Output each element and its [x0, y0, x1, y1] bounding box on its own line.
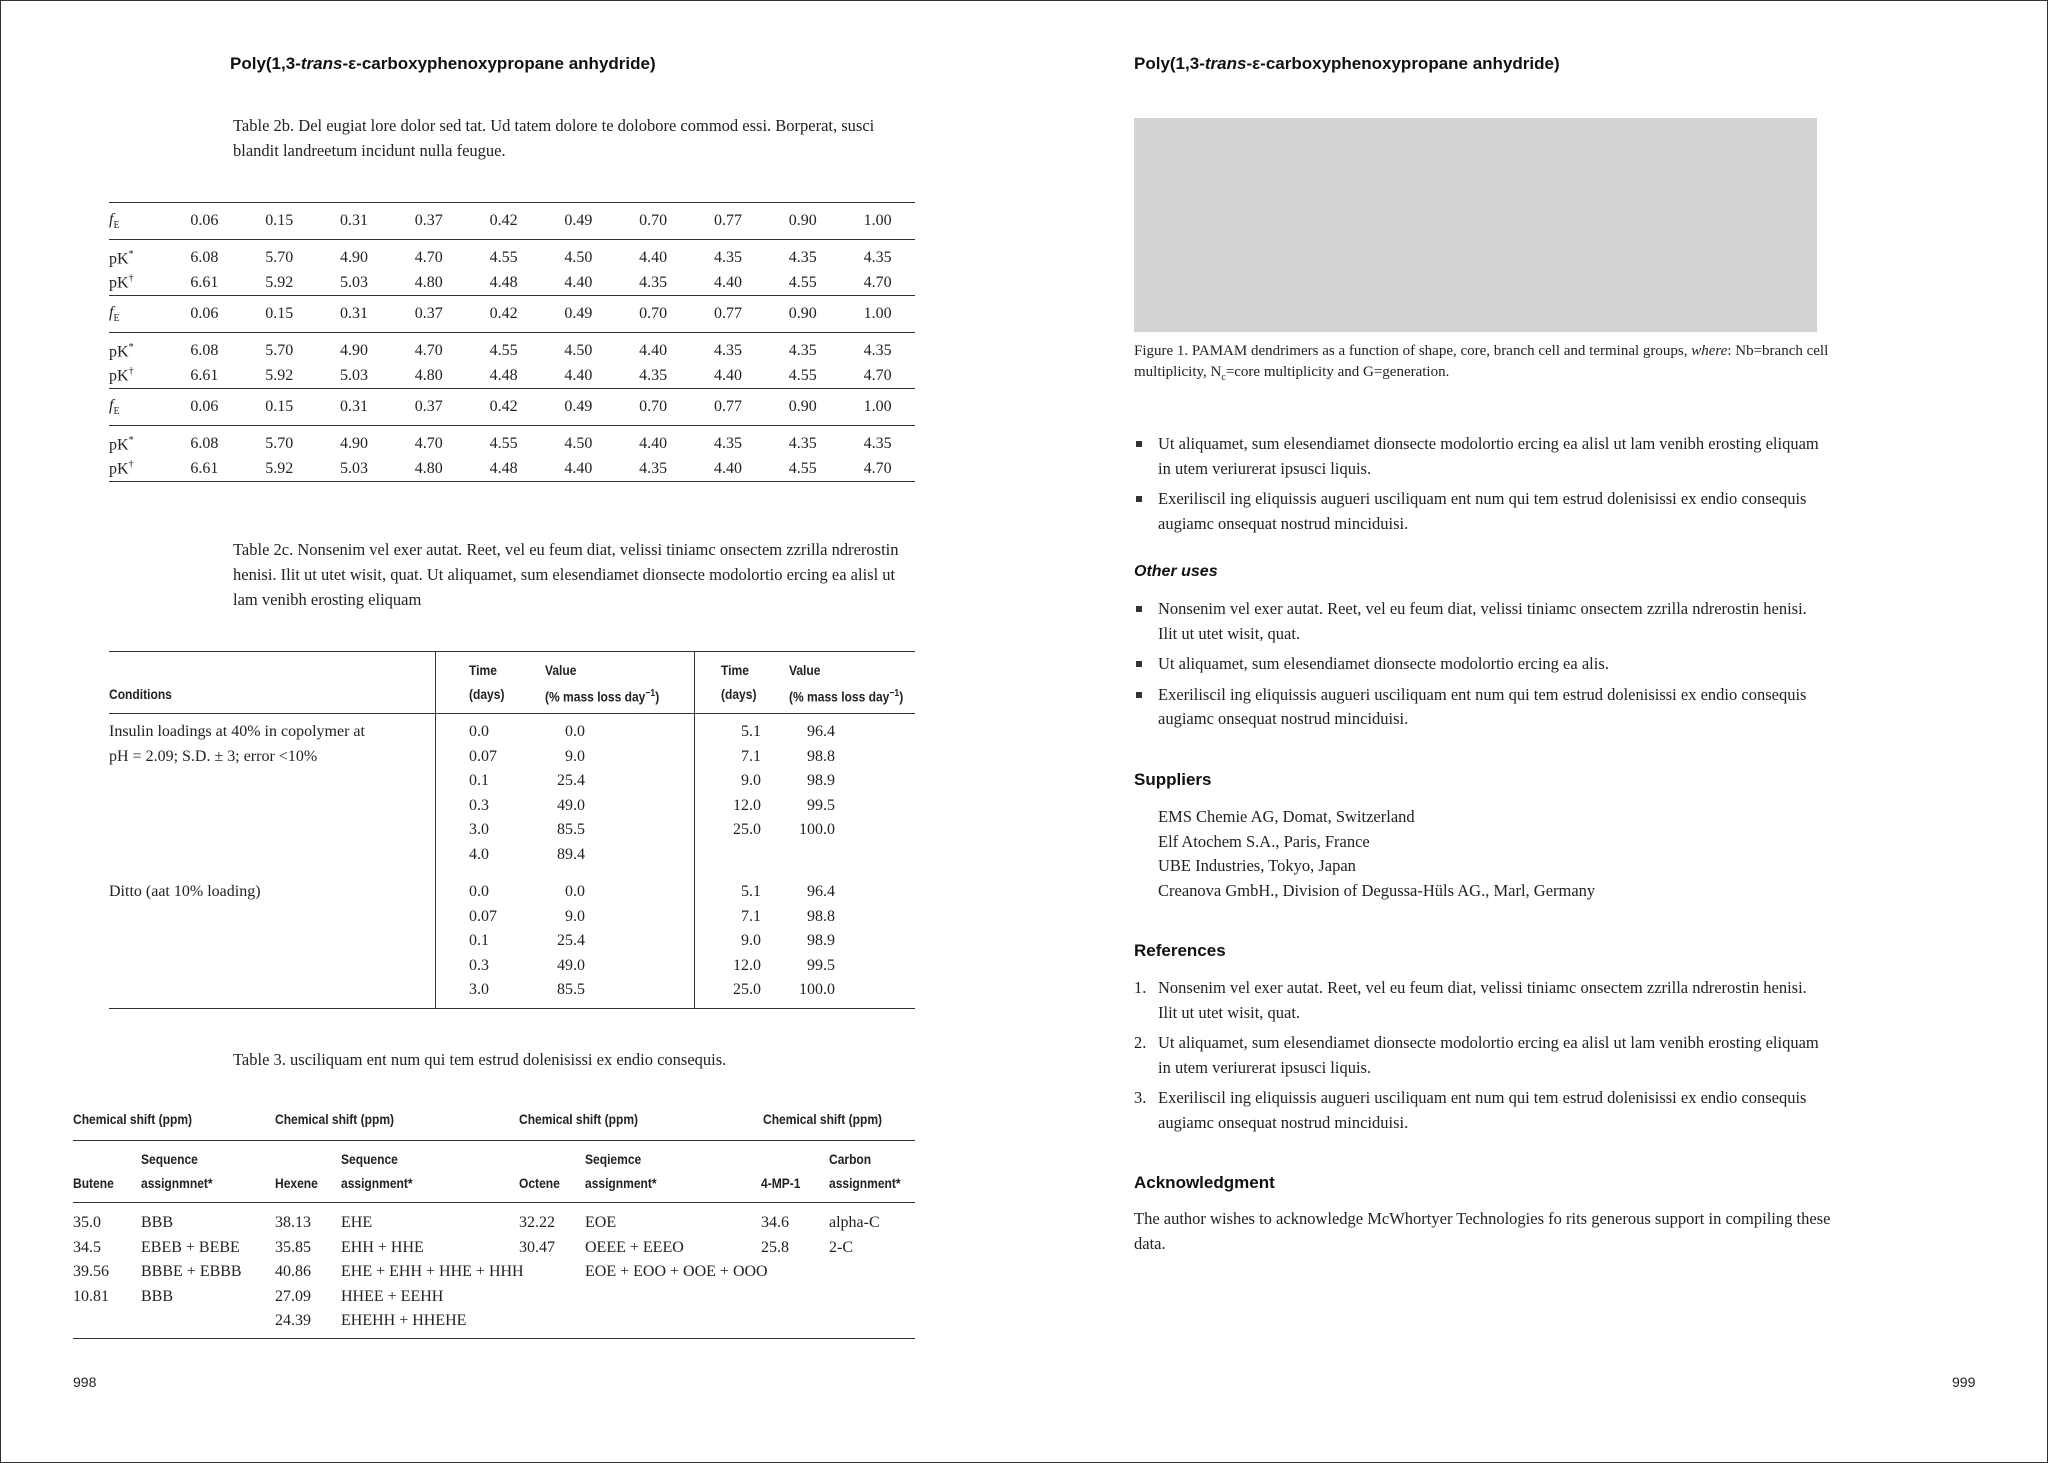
cell-value: 4.70: [840, 457, 915, 482]
table-cell: 35.0: [73, 1214, 101, 1231]
cell-value: 5.92: [265, 273, 294, 291]
cell-value: 0.42: [466, 203, 541, 240]
cell-value: 4.55: [489, 342, 518, 360]
row-label: $f_E$: [109, 389, 167, 426]
cell-value: 0.15: [242, 203, 317, 240]
supplier-item: UBE Industries, Tokyo, Japan: [1158, 856, 1356, 875]
table-cell: 38.13: [275, 1214, 311, 1231]
bullet-item: Nonsenim vel exer autat. Reet, vel eu feum diat, velissi tiniamc onsectem zzrilla ndrerostin henisi. Ilit ut utet wisit, quat.: [1134, 597, 1824, 646]
bullet-square-icon: [1136, 606, 1142, 612]
table-cell: 40.86: [275, 1263, 311, 1280]
t3-rule-1: [73, 1140, 915, 1141]
cell-value: 0.49: [541, 296, 616, 333]
table-cell: EBEB + BEBE: [141, 1238, 240, 1256]
bullet-item: Exeriliscil ing eliquissis augueri usciliquam ent num qui tem estrud dolenisissi ex endio consequis augiamc onsequat nostrud minciduisi.: [1134, 683, 1824, 732]
cell-value: 5.92: [265, 366, 294, 384]
table-cell: 89.4: [557, 845, 585, 863]
cell-value: 4.48: [466, 457, 541, 482]
cell-value: 4.55: [489, 249, 518, 267]
cell-value: 4.50: [564, 435, 593, 453]
cell-value: 0.90: [765, 203, 840, 240]
cell-value: 4.35: [863, 249, 892, 267]
pk-dagger-row: [109, 271, 915, 296]
header-time-a: Time: [469, 662, 497, 678]
supplier-item: Elf Atochem S.A., Paris, France: [1158, 831, 1370, 851]
row-label: pK*: [109, 248, 134, 267]
cell-value: 4.40: [564, 273, 593, 291]
table-cell: 0.3: [469, 796, 489, 814]
table-cell: EOE + EOO + OOE + OOO: [585, 1263, 768, 1280]
t3-h-carbon: Carbon assignment*: [829, 1151, 901, 1191]
reference-item: 3. Exeriliscil ing eliquissis augueri usciliquam ent num qui tem estrud dolenisissi ex endio consequis augiamc onsequat nostrud minciduisi.: [1134, 1088, 1807, 1132]
table-cell: 98.9: [807, 932, 835, 949]
cell-value: 0.37: [391, 389, 466, 426]
figure-1-placeholder: [1134, 118, 1817, 332]
acknowledgment-heading: Acknowledgment: [1134, 1173, 1275, 1192]
table-2b: [109, 202, 915, 482]
table-cell: EHE: [341, 1214, 373, 1231]
table-cell: 0.0: [469, 723, 489, 740]
header-unit-a: (% mass loss day$^{-1}$): [545, 688, 660, 705]
header-conditions: Conditions: [109, 686, 172, 702]
group1-time-a: [469, 720, 497, 867]
cell-value: 4.35: [616, 457, 691, 482]
cell-value: 0.49: [541, 203, 616, 240]
cell-value: 1.00: [840, 389, 915, 426]
table-cell: 9.0: [741, 772, 761, 789]
cell-value: 4.40: [639, 435, 668, 453]
cell-value: 0.06: [167, 389, 242, 426]
cell-value: 5.70: [265, 249, 294, 267]
table-cell: 39.56: [73, 1263, 109, 1280]
cell-value: 4.40: [713, 273, 742, 291]
cell-value: 0.77: [691, 296, 766, 333]
cell-value: 4.80: [414, 273, 443, 291]
row-label: pK†: [109, 366, 134, 385]
cell-value: 4.40: [639, 342, 668, 360]
cell-value: 0.06: [167, 203, 242, 240]
table-cell: EHE + EHH + HHE + HHH: [341, 1263, 524, 1280]
row-label: pK†: [109, 273, 134, 292]
table-cell: 34.5: [73, 1238, 101, 1256]
t3-col-hexene: [275, 1211, 311, 1334]
t3-rule-2: [73, 1202, 915, 1203]
cell-value: 0.15: [242, 296, 317, 333]
table-cell: OEEE + EEEO: [585, 1238, 684, 1256]
bullet-item: Exeriliscil ing eliquissis augueri usciliquam ent num qui tem estrud dolenisissi ex endio consequis augiamc onsequat nostrud minciduisi.: [1134, 487, 1824, 536]
cell-value: 0.90: [765, 296, 840, 333]
t3-h-seq1: Sequence assignmnet*: [141, 1151, 213, 1191]
table-cell: 99.5: [807, 956, 835, 974]
cell-value: 4.80: [414, 366, 443, 384]
header-time-b: Time: [721, 662, 749, 678]
table-cell: alpha-C: [829, 1214, 880, 1231]
group2-label: Ditto (aat 10% loading): [109, 883, 261, 900]
table-cell: BBB: [141, 1214, 174, 1231]
cell-value: 6.08: [190, 249, 219, 267]
table-cell: 98.9: [807, 772, 835, 789]
fe-row: [109, 296, 915, 333]
table-cell: 85.5: [557, 981, 585, 998]
cell-value: 5.03: [317, 457, 392, 482]
right-page: [1024, 1, 2047, 1462]
t3-h-butene: Butene: [73, 1175, 114, 1191]
table-cell: 12.0: [733, 796, 761, 814]
references-heading: References: [1134, 941, 1226, 960]
cell-value: 4.48: [489, 273, 518, 291]
table-cell: 2-C: [829, 1238, 853, 1256]
cell-value: 4.70: [863, 366, 892, 384]
cell-value: 0.31: [317, 389, 392, 426]
table-cell: 85.5: [557, 821, 585, 838]
t3-h-seq2: Sequence assignment*: [341, 1151, 413, 1191]
bullet-item: Ut aliquamet, sum elesendiamet dionsecte modolortio ercing ea alisl ut lam venibh erosting eliquam in utem veriurerat ipsusci liquis.: [1134, 432, 1824, 481]
table-2c: [109, 651, 915, 1009]
group2-time-a: [469, 880, 497, 1003]
table-cell: 12.0: [733, 956, 761, 974]
bullet-square-icon: [1136, 692, 1142, 698]
cell-value: 4.35: [713, 342, 742, 360]
left-page: [1, 1, 1024, 1462]
cell-value: 5.03: [339, 273, 368, 291]
pk-star-row: [109, 426, 915, 457]
suppliers-list: [1158, 805, 1595, 903]
cell-value: 5.70: [265, 342, 294, 360]
table-cell: 24.39: [275, 1312, 311, 1329]
cell-value: 0.70: [616, 296, 691, 333]
t3-col-seq1: [141, 1211, 242, 1309]
page-number-right: 999: [1952, 1374, 1976, 1390]
t3-group-header-butene: Chemical shift (ppm): [73, 1111, 193, 1127]
cell-value: 6.08: [190, 342, 219, 360]
cell-value: 4.35: [863, 342, 892, 360]
header-value-b: Value: [789, 662, 821, 678]
group1-value-b: [789, 720, 835, 843]
fe-row: [109, 203, 915, 240]
table-cell: 25.0: [733, 981, 761, 998]
other-uses-heading: Other uses: [1134, 563, 1218, 580]
table-cell: 5.1: [741, 723, 761, 740]
cell-value: 0.42: [466, 296, 541, 333]
group1-label-line2: pH = 2.09; S.D. ± 3; error <10%: [109, 747, 318, 765]
references-list: [1134, 976, 1824, 1141]
header-days-b: (days): [721, 686, 757, 702]
t3-rule-3: [73, 1338, 915, 1339]
cell-value: 4.90: [339, 435, 368, 453]
cell-value: 1.00: [840, 203, 915, 240]
table-3: [73, 1109, 915, 1339]
table-cell: 35.85: [275, 1238, 311, 1256]
cell-value: 4.35: [713, 435, 742, 453]
figure-1-caption: Figure 1. PAMAM dendrimers as a function of shape, core, branch cell and terminal groups, where: Nb=branch cell multiplicity, $N_c=core$ multiplicity and G=generation.: [1134, 343, 1829, 383]
cell-value: 4.50: [564, 249, 593, 267]
header-unit-b: (% mass loss day$^{-1}$): [789, 688, 904, 705]
t3-group-header-hexene: Chemical shift (ppm): [275, 1111, 395, 1127]
table2c-divider-1: [435, 652, 436, 1008]
cell-value: 0.31: [317, 203, 392, 240]
cell-value: 4.70: [414, 435, 443, 453]
suppliers-heading: Suppliers: [1134, 770, 1212, 789]
fe-row: [109, 389, 915, 426]
pk-dagger-row: [109, 364, 915, 389]
table-cell: 0.3: [469, 956, 489, 974]
cell-value: 0.49: [541, 389, 616, 426]
t3-h-4mp1: 4-MP-1: [761, 1175, 801, 1191]
table-cell: 99.5: [807, 796, 835, 814]
cell-value: 4.35: [863, 435, 892, 453]
table-cell: 9.0: [565, 747, 585, 765]
header-days-a: (days): [469, 686, 505, 702]
table-cell: 27.09: [275, 1287, 311, 1305]
cell-value: 4.35: [788, 435, 817, 453]
page-number-left: 998: [73, 1374, 97, 1390]
cell-value: 0.37: [391, 296, 466, 333]
t3-h-hexene: Hexene: [275, 1175, 318, 1191]
bullet-list-2: [1134, 597, 1824, 738]
cell-value: 6.08: [190, 435, 219, 453]
cell-value: 5.92: [242, 457, 317, 482]
row-label: pK†: [109, 457, 167, 482]
cell-value: 4.35: [639, 273, 668, 291]
cell-value: 6.61: [167, 457, 242, 482]
cell-value: 0.06: [167, 296, 242, 333]
table-cell: 96.4: [807, 723, 835, 740]
table3-caption: Table 3. usciliquam ent num qui tem estrud dolenisissi ex endio consequis.: [233, 1050, 727, 1069]
reference-item: 1. Nonsenim vel exer autat. Reet, vel eu feum diat, velissi tiniamc onsectem zzrilla ndrerostin henisi. Ilit ut utet wisit, quat.: [1134, 978, 1807, 1022]
table-cell: 7.1: [741, 747, 761, 765]
table-cell: 3.0: [469, 821, 489, 838]
bullet-square-icon: [1136, 661, 1142, 667]
cell-value: 0.77: [691, 389, 766, 426]
t3-h-octene: Octene: [519, 1175, 560, 1191]
cell-value: 5.03: [339, 366, 368, 384]
t3-col-4mp1: [761, 1211, 789, 1260]
supplier-item: Creanova GmbH., Division of Degussa-Hüls AG., Marl, Germany: [1158, 880, 1596, 900]
table-cell: 100.0: [799, 981, 835, 998]
cell-value: 4.55: [765, 457, 840, 482]
t3-h-seq3: Seqiemce assignment*: [585, 1151, 657, 1191]
cell-value: 0.15: [242, 389, 317, 426]
cell-value: 6.61: [190, 366, 219, 384]
cell-value: 0.70: [616, 203, 691, 240]
table2b-caption: Table 2b. Del eugiat lore dolor sed tat. Ud tatem dolore te dolobore commod essi. Borperat, susci blandit landreetum incidunt nulla feugue.: [233, 116, 875, 160]
cell-value: 4.55: [489, 435, 518, 453]
cell-value: 4.48: [489, 366, 518, 384]
table2c-caption: Table 2c. Nonsenim vel exer autat. Reet, vel eu feum diat, velissi tiniamc onsectem zzrilla ndrerostin henisi. Ilit ut utet wisit, quat. Ut aliquamet, sum elesendiamet dionsecte modolortio ercing ea alisl ut lam venibh erosting eliquam: [233, 540, 899, 609]
cell-value: 4.70: [414, 342, 443, 360]
table-cell: 98.8: [807, 907, 835, 925]
cell-value: 4.80: [391, 457, 466, 482]
table-cell: 25.0: [733, 821, 761, 838]
table-cell: 25.4: [557, 932, 585, 949]
cell-value: 0.77: [691, 203, 766, 240]
pk-star-row: [109, 333, 915, 364]
table-cell: 0.0: [565, 723, 585, 740]
cell-value: 0.42: [466, 389, 541, 426]
cell-value: 4.70: [414, 249, 443, 267]
table-cell: 25.8: [761, 1238, 789, 1256]
cell-value: 4.50: [564, 342, 593, 360]
cell-value: 4.40: [541, 457, 616, 482]
cell-value: 4.35: [639, 366, 668, 384]
cell-value: 0.70: [616, 389, 691, 426]
table-cell: 100.0: [799, 821, 835, 838]
t3-col-seq3: [585, 1211, 768, 1285]
table-cell: 0.07: [469, 747, 497, 765]
table-cell: 4.0: [469, 845, 489, 863]
t3-col-carbon: [829, 1211, 880, 1260]
t3-group-header-octene: Chemical shift (ppm): [519, 1111, 639, 1127]
row-label: pK*: [109, 434, 134, 453]
table-cell: BBBE + EBBB: [141, 1263, 242, 1280]
table-cell: 25.4: [557, 772, 585, 789]
cell-value: 4.40: [639, 249, 668, 267]
group2-value-a: [545, 880, 585, 1003]
table-cell: 0.1: [469, 932, 489, 949]
table-cell: 9.0: [741, 932, 761, 949]
table-cell: EHEHH + HHEHE: [341, 1312, 467, 1329]
table-cell: 49.0: [557, 796, 585, 814]
cell-value: 4.35: [713, 249, 742, 267]
group1-value-a: [545, 720, 585, 867]
cell-value: 5.70: [265, 435, 294, 453]
row-label: pK*: [109, 341, 134, 360]
cell-value: 0.90: [765, 389, 840, 426]
pk-star-row: [109, 240, 915, 271]
table-cell: EHH + HHE: [341, 1238, 424, 1256]
table-cell: 5.1: [741, 883, 761, 900]
header-value-a: Value: [545, 662, 577, 678]
table-cell: 10.81: [73, 1287, 109, 1305]
cell-value: 0.37: [391, 203, 466, 240]
t3-col-seq2: [341, 1211, 524, 1334]
cell-value: 4.90: [339, 342, 368, 360]
running-head-right: Poly(1,3-trans-ε-carboxyphenoxypropane anhydride): [1134, 54, 1560, 73]
cell-value: 4.40: [564, 366, 593, 384]
table2c-header-rule: [109, 713, 915, 714]
cell-value: 0.31: [317, 296, 392, 333]
table-cell: 3.0: [469, 981, 489, 998]
reference-item: 2. Ut aliquamet, sum elesendiamet dionsecte modolortio ercing ea alisl ut lam venibh erosting eliquam in utem veriurerat ipsusci liquis.: [1134, 1033, 1819, 1077]
row-label: $f_E$: [109, 296, 167, 333]
cell-value: 1.00: [840, 296, 915, 333]
table-cell: 0.07: [469, 907, 497, 925]
group1-time-b: [721, 720, 761, 843]
cell-value: 4.40: [691, 457, 766, 482]
group2-time-b: [721, 880, 761, 1003]
t3-group-header-4mp1: Chemical shift (ppm): [763, 1111, 883, 1127]
supplier-item: EMS Chemie AG, Domat, Switzerland: [1158, 807, 1415, 826]
group1-label-line1: Insulin loadings at 40% in copolymer at: [109, 723, 365, 740]
table-cell: BBB: [141, 1287, 174, 1305]
cell-value: 6.61: [190, 273, 219, 291]
cell-value: 4.40: [713, 366, 742, 384]
table-cell: 7.1: [741, 907, 761, 925]
cell-value: 4.35: [788, 249, 817, 267]
cell-value: 4.55: [788, 273, 817, 291]
table-cell: 30.47: [519, 1238, 555, 1256]
table-cell: 0.0: [469, 883, 489, 900]
table-cell: 0.0: [565, 883, 585, 900]
running-head-left: Poly(1,3-trans-ε-carboxyphenoxypropane anhydride): [230, 54, 656, 73]
cell-value: 4.90: [339, 249, 368, 267]
cell-value: 4.70: [863, 273, 892, 291]
table2c-divider-2: [694, 652, 695, 1008]
group2-value-b: [789, 880, 835, 1003]
table-cell: 49.0: [557, 956, 585, 974]
table-cell: 0.1: [469, 772, 489, 789]
bullet-square-icon: [1136, 496, 1142, 502]
table-cell: EOE: [585, 1214, 617, 1231]
t3-col-butene: [73, 1211, 109, 1309]
table-cell: HHEE + EEHH: [341, 1287, 444, 1305]
cell-value: 4.55: [788, 366, 817, 384]
table-cell: 34.6: [761, 1214, 789, 1231]
bullet-item: Ut aliquamet, sum elesendiamet dionsecte modolortio ercing ea alis.: [1134, 652, 1824, 677]
cell-value: 4.35: [788, 342, 817, 360]
pk-dagger-row: [109, 457, 915, 482]
acknowledgment-text: The author wishes to acknowledge McWhortyer Technologies fo rits generous support in compiling these data.: [1134, 1209, 1831, 1253]
bullet-square-icon: [1136, 441, 1142, 447]
row-label: $f_E$: [109, 203, 167, 240]
bullet-list-1: [1134, 432, 1824, 542]
table-cell: 9.0: [565, 907, 585, 925]
table-cell: 98.8: [807, 747, 835, 765]
table-cell: 96.4: [807, 883, 835, 900]
t3-col-octene: [519, 1211, 555, 1260]
table-cell: 32.22: [519, 1214, 555, 1231]
